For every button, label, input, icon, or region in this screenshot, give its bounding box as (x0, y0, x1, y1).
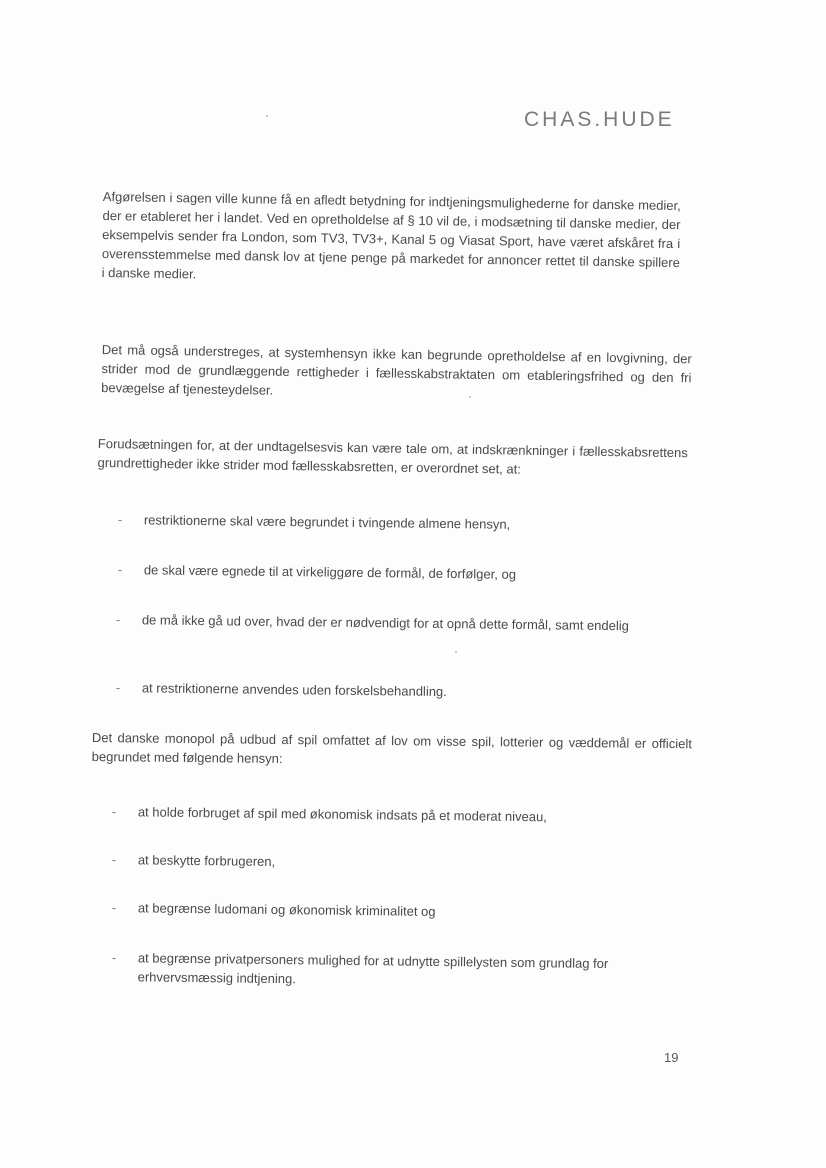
company-logo: CHAS.HUDE (524, 108, 675, 131)
bullet-marker: - (117, 561, 123, 578)
condition-list-item (117, 510, 678, 532)
consideration-text: at holde forbruget af spil med økonomisk indsats på et moderat niveau, (137, 804, 547, 825)
condition-list-item (115, 678, 676, 700)
scan-speck (266, 115, 268, 117)
condition-text: at restriktionerne anvendes uden forskelsbehandling. (141, 680, 447, 700)
bullet-marker: - (115, 679, 121, 696)
bullet-marker: - (111, 949, 117, 966)
bullet-marker: - (115, 611, 121, 628)
condition-text: de må ikke gå ud over, hvad der er nødvendigt for at opnå dette formål, samt endelig (141, 612, 629, 634)
consideration-list-item (111, 802, 692, 825)
condition-text: restriktionerne skal være begrundet i tvingende almene hensyn, (143, 512, 511, 532)
page-number: 19 (664, 1050, 679, 1065)
paragraph-system-considerations: Det må også understreges, at systemhensyn ikke kan begrunde opretholdelse af en lovgivning, der strider mod de grundlæggende rettigheder i fællesskabstraktaten om etableringsfrihed og den fri bevægelse af tjenesteydelser. (101, 341, 692, 398)
paragraph-danish-monopoly: Det danske monopol på udbud af spil omfattet af lov om visse spil, lotterier og væddemål er officielt begrundet med følgende hensyn: (91, 729, 692, 766)
bullet-marker: - (111, 803, 117, 820)
consideration-text: at begrænse privatpersoners mulighed for at udnytte spillelysten som grundlag for erhvervsmæssig indtjening. (137, 950, 609, 987)
paragraph-prerequisites: Forudsætningen for, at der undtagelsesvis kan være tale om, at indskrænkninger i fællesskabsrettens grundrettigheder ikke strider mod fællesskabsretten, er overordnet set, at: (97, 435, 688, 477)
consideration-list-item (111, 850, 692, 869)
bullet-marker: - (117, 511, 123, 528)
condition-text: de skal være egnede til at virkeliggøre de formål, de forfølger, og (143, 562, 517, 582)
paragraph-decision-impact: Afgørelsen i sagen ville kunne få en afledt betydning for indtjeningsmulighederne for danske medier, der er etableret her i landet. Ved en opretholdelse af § 10 vil de, i modsætning til danske medier, der eksempelvis sender fra London, som TV3, TV3+, Kanal 5 og Viasat Sport, have været afskåret fra i overensstemmelse med dansk lov at tjene penge på markedet for annoncer rettet til danske spillere i danske medier. (101, 188, 681, 282)
consideration-text: at begrænse ludomani og økonomisk kriminalitet og (137, 900, 436, 919)
consideration-list-item (112, 948, 692, 995)
scan-speck (469, 396, 471, 398)
condition-list-item (116, 610, 676, 657)
bullet-marker: - (111, 851, 117, 868)
consideration-text: at beskytte forbrugeren, (137, 852, 276, 869)
bullet-marker: - (111, 899, 117, 916)
consideration-list-item (111, 898, 692, 919)
scan-speck (455, 651, 457, 653)
condition-list-item (117, 560, 678, 582)
